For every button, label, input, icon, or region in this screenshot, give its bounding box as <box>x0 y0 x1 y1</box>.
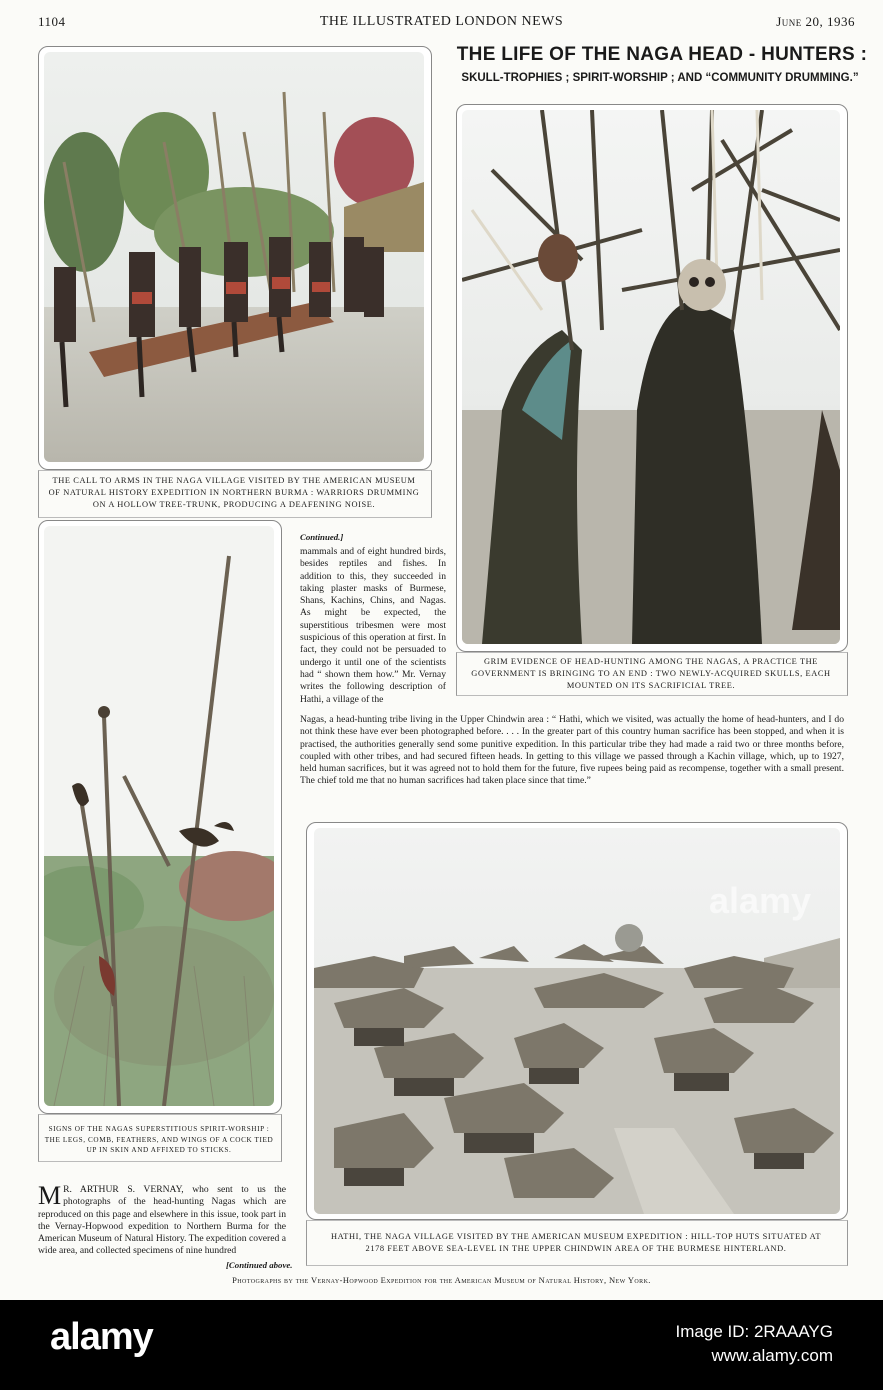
photo-skulls <box>462 110 840 644</box>
page-number: 1104 <box>38 14 66 29</box>
photo-credit: Photographs by the Vernay-Hopwood Expedition for the American Museum of Natural History, New York. <box>232 1275 651 1285</box>
caption-drummers: THE CALL TO ARMS IN THE NAGA VILLAGE VISITED BY THE AMERICAN MUSEUM OF NATURAL HISTORY EXPEDITION IN NORTHERN BURMA : WARRIORS DRUMMING ON A HOLLOW TREE-TRUNK, PRODUCING A DEAFENING NOISE. <box>48 476 420 509</box>
watermark-info <box>676 1320 833 1368</box>
caption-skulls: GRIM EVIDENCE OF HEAD-HUNTING AMONG THE NAGAS, A PRACTICE THE GOVERNMENT IS BRINGING TO AN END : TWO NEWLY-ACQUIRED SKULLS, EACH MOUNTED ON ITS SACRIFICIAL TREE. <box>471 657 831 690</box>
caption-spirit: SIGNS OF THE NAGAS SUPERSTITIOUS SPIRIT-WORSHIP : THE LEGS, COMB, FEATHERS, AND WINGS OF A COCK TIED UP IN SKIN AND AFFIXED TO STICKS. <box>44 1125 274 1154</box>
svg-text:alamy: alamy <box>709 880 812 921</box>
issue-date: June 20, 1936 <box>776 14 855 29</box>
headline-title: THE LIFE OF THE NAGA HEAD - HUNTERS : <box>456 44 868 65</box>
article-column-text: mammals and of eight hundred birds, besides reptiles and fishes. In addition to this, they succeeded in taking plaster masks of Burmese, Shans, Kachins, Chins, and Nagas. As might be expected, the superstitious tribesmen were most suspicious of this operation at first. In fact, they could not be persuaded to undergo it until one of the scientists had “ shown them how.” Mr. Vernay writes the following description of Hathi, a village of the <box>300 546 446 705</box>
photo-drummers <box>44 52 424 462</box>
photo-village <box>314 828 840 1214</box>
article-intro <box>38 1181 286 1258</box>
continued-above-label: [Continued above. <box>226 1260 293 1270</box>
intro-dropcap: M <box>38 1181 62 1210</box>
photo-spirit-worship <box>44 526 274 1106</box>
continued-label: Continued.] <box>300 532 344 542</box>
caption-village: HATHI, THE NAGA VILLAGE VISITED BY THE AMERICAN MUSEUM EXPEDITION : HILL-TOP HUTS SITUATED AT 2178 FEET ABOVE SEA-LEVEL IN THE UPPER CHINDWIN AREA OF THE BURMESE HINTERLAND. <box>330 1232 822 1253</box>
intro-text: R. ARTHUR S. VERNAY, who sent to us the photographs of the head-hunting Nagas which are reproduced on this page and elsewhere in this issue, took part in the Vernay-Hopwood expedition to Northern Burma for the American Museum of Natural History. The expedition covered a wide area, and collected specimens of nine hundred <box>38 1184 286 1257</box>
headline-subtitle: SKULL-TROPHIES ; SPIRIT-WORSHIP ; AND “COMMUNITY DRUMMING.” <box>461 72 859 84</box>
site-url: www.alamy.com <box>711 1346 833 1365</box>
article-wide-text: Nagas, a head-hunting tribe living in the Upper Chindwin area : “ Hathi, which we visited, was actually the home of head-hunters, and I do not think these have ever been photographed before. . . . In the greater part of this country human sacrifice has been stopped, and when it is practised, the authorities generally send some punitive expedition. In this particular tribe they had made a raid two or three months before, coupled with other tribes, and had secured fifteen heads. In getting to this village we passed through a Kachin village, which, up to 1927, held human sacrifices, but it was agreed not to hold them for the future, five rupees being paid as recompense, together with a small present. The chief told me that no human sacrifices had taken place since that time.” <box>300 714 844 787</box>
image-id: Image ID: 2RAAAYG <box>675 1322 833 1341</box>
alamy-logo: alamy <box>50 1316 153 1358</box>
publication-name: THE ILLUSTRATED LONDON NEWS <box>319 14 564 29</box>
